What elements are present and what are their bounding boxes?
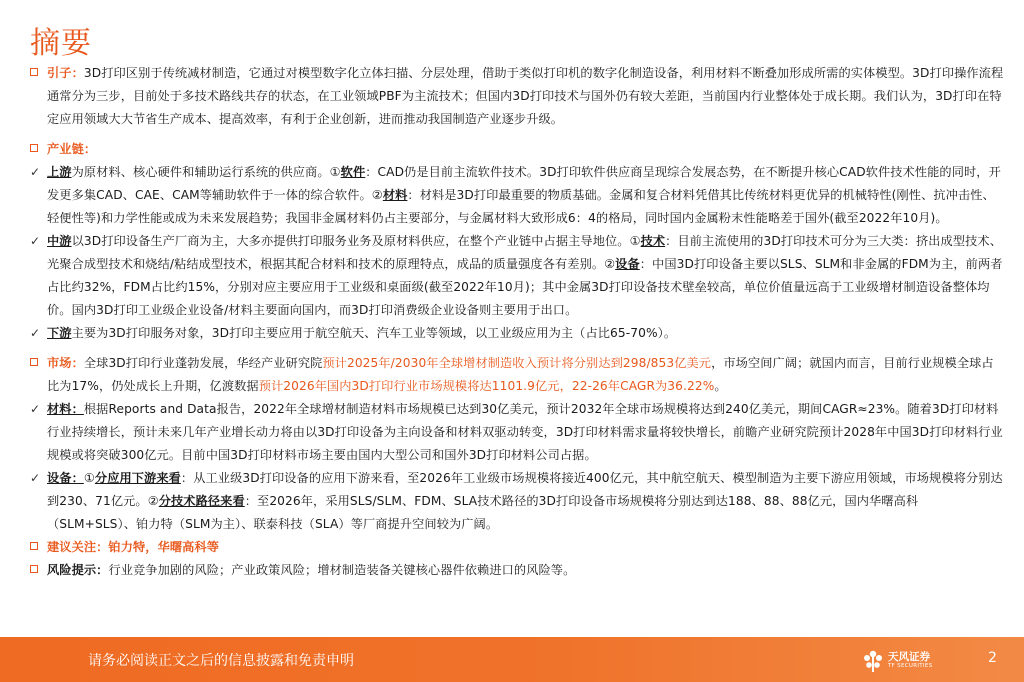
market-text-2: ，市场空间广阔；就国内而言，目前行业规模全球占比为17%，仍处成长上升期，亿渡数据 — [47, 356, 994, 393]
page-number: 2 — [988, 650, 997, 666]
summary-content — [30, 62, 1004, 582]
downstream-paragraph — [30, 322, 1004, 345]
company-logo — [860, 646, 940, 674]
recommendation-label: 建议关注：铂力特，华曙高科等 — [47, 540, 220, 554]
midstream-label: 中游 — [47, 234, 72, 248]
risk-label: 风险提示： — [47, 563, 109, 577]
square-bullet-icon — [30, 565, 38, 573]
logo-name-cn: 天风证券 — [888, 651, 930, 663]
midstream-text-3: ：中国3D打印设备主要以SLS、SLM和非金属的FDM为主，前两者占比约32%，FDM占比约15%，分别对应主要应用于工业级和桌面级(截至2022年10月)；其中金属3D打印设备技术壁垒较高，单位价值量远高于工业级增材制造设备整体均价。国内3D打印工业级企业设备/材料主要面向国内，而3D打印消费级企业设备则主要用于出口。 — [47, 257, 1003, 317]
software-label: 软件 — [340, 165, 366, 179]
upstream-text-1: 为原材料、核心硬件和辅助运行系统的供应商。① — [71, 165, 341, 179]
market-highlight-2: 预计2026年国内3D打印行业市场规模将达1101.9亿元，22-26年CAGR为36.22% — [258, 379, 715, 393]
upstream-label: 上游 — [47, 165, 72, 179]
material-label: 材料 — [382, 188, 408, 202]
midstream-text-1: 以3D打印设备生产厂商为主，大多亦提供打印服务业务及原材料供应，在整个产业链中占据主导地位。① — [71, 234, 641, 248]
devices-text-3: ：至2026年，采用SLS/SLM、FDM、SLA技术路径的3D打印设备市场规模将分别达到达188、88、88亿元，国内华曙高科（SLM+SLS）、铂力特（SLM为主）、联泰科技（SLA）等厂商提升空间较为广阔。 — [47, 494, 919, 531]
recommendation-paragraph — [30, 536, 1004, 559]
midstream-paragraph — [30, 230, 1004, 322]
risk-text: 行业竞争加剧的风险；产业政策风险；增材制造装备关键核心器件依赖进口的风险等。 — [108, 563, 576, 577]
check-bullet-icon: ✓ — [30, 234, 41, 248]
square-bullet-icon — [30, 144, 38, 152]
intro-label: 引子： — [47, 66, 84, 80]
materials-text: 根据Reports and Data报告，2022年全球增材制造材料市场规模已达到30亿美元，预计2032年全球市场规模将达到240亿美元，期间CAGR≈23%。随着3D打印材料行业持续增长，预计未来几年产业增长动力将由以3D打印设备为主向设备和材料双驱动转变，3D打印材料需求量将较快增长，前瞻产业研究院预计2028年中国3D打印材料行业规模或将突破300亿元。目前中国3D打印材料市场主要由国内大型公司和国外3D打印材料公司占据。 — [47, 402, 1003, 462]
downstream-label: 下游 — [47, 326, 72, 340]
market-highlight-1: 预计2025年/2030年全球增材制造收入预计将分别达到298/853亿美元 — [322, 356, 712, 370]
by-application-label: 分应用下游来看 — [94, 471, 181, 485]
flower-logo-icon — [860, 646, 886, 674]
devices-paragraph — [30, 467, 1004, 536]
intro-text: 3D打印区别于传统减材制造，它通过对模型数字化立体扫描、分层处理，借助于类似打印机的数字化制造设备，利用材料不断叠加形成所需的实体模型。3D打印操作流程通常分为三步，目前处于多技术路线共存的状态，在工业领域PBF为主流技术；但国内3D打印技术与国外仍有较大差距，当前国内行业整体处于成长期。我们认为，3D打印在特定应用领域大大节省生产成本、提高效率，有利于企业创新，进而推动我国制造产业逐步升级。 — [47, 66, 1004, 126]
page-title: 摘要 — [30, 26, 92, 61]
technology-label: 技术 — [640, 234, 666, 248]
logo-name-en: TF SECURITIES — [888, 663, 933, 669]
market-paragraph — [30, 352, 1004, 398]
check-bullet-icon: ✓ — [30, 402, 41, 416]
upstream-text-3: ：材料是3D打印最重要的物质基础。金属和复合材料凭借其比传统材料更优异的机械特性(刚性、抗冲击性、轻便性等)和力学性能或成为未来发展趋势；我国非金属材料仍占主要部分，与金属材料大致形成6：4的格局，同时国内金属粉末性能略差于国外(截至2022年10月)。 — [47, 188, 995, 225]
equipment-label: 设备 — [615, 257, 640, 271]
square-bullet-icon — [30, 542, 38, 550]
materials-label: 材料： — [47, 402, 84, 416]
industry-chain-label: 产业链： — [47, 142, 97, 156]
market-text-3: 。 — [714, 379, 727, 393]
devices-text-1: ① — [83, 471, 95, 485]
risk-paragraph — [30, 559, 1004, 582]
devices-label: 设备： — [47, 471, 84, 485]
square-bullet-icon — [30, 68, 38, 76]
square-bullet-icon — [30, 358, 38, 366]
check-bullet-icon: ✓ — [30, 326, 41, 340]
midstream-text-2: ：目前主流使用的3D打印技术可分为三大类：挤出成型技术、光聚合成型技术和烧结/粘结成型技术，根据其配合材料和技术的原理特点，成品的质量强度各有差别。② — [47, 234, 1002, 271]
industry-chain-heading — [30, 138, 1004, 161]
market-text-1: 全球3D打印行业蓬勃发展，华经产业研究院 — [83, 356, 323, 370]
downstream-text: 主要为3D打印服务对象，3D打印主要应用于航空航天、汽车工业等领域，以工业级应用为主（占比65-70%）。 — [71, 326, 677, 340]
market-label: 市场： — [47, 356, 84, 370]
upstream-paragraph — [30, 161, 1004, 230]
check-bullet-icon: ✓ — [30, 165, 41, 179]
footer-bar — [0, 637, 1024, 682]
devices-text-2: ：从工业级3D打印设备的应用下游来看，至2026年工业级市场规模将接近400亿元，其中航空航天、模型制造为主要下游应用领域，市场规模将分别达到230、71亿元。② — [47, 471, 1003, 508]
footer-disclaimer: 请务必阅读正文之后的信息披露和免责申明 — [88, 653, 354, 669]
upstream-text-2: ：CAD仍是目前主流软件技术。3D打印软件供应商呈现综合发展态势，在不断提升核心CAD软件技术性能的同时，开发更多集CAD、CAE、CAM等辅助软件于一体的综合软件。② — [47, 165, 1001, 202]
by-technology-label: 分技术路径来看 — [158, 494, 245, 508]
check-bullet-icon: ✓ — [30, 471, 41, 485]
materials-paragraph — [30, 398, 1004, 467]
intro-paragraph — [30, 62, 1004, 131]
